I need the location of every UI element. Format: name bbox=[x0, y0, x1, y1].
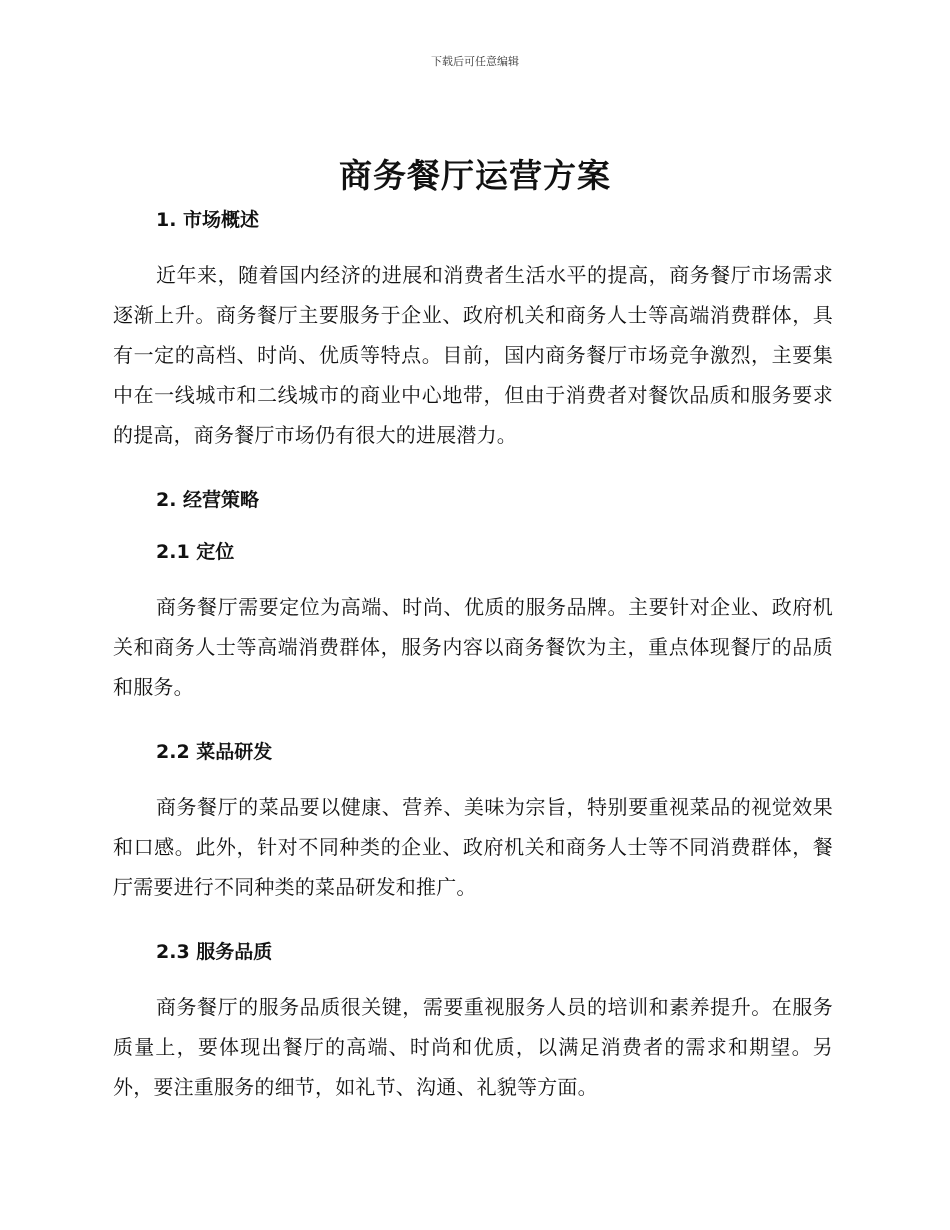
section-heading-business-strategy: 2. 经营策略 bbox=[156, 489, 260, 511]
document-title: 商务餐厅运营方案 bbox=[339, 156, 611, 195]
document-body bbox=[113, 205, 833, 1107]
section-heading-service-quality: 2.3 服务品质 bbox=[156, 941, 273, 963]
section-paragraph-menu-development: 商务餐厅的菜品要以健康、营养、美味为宗旨，特别要重视菜品的视觉效果和口感。此外，针对不同种类的企业、政府机关和商务人士等不同消费群体，餐厅需要进行不同种类的菜品研发和推广。 bbox=[113, 795, 833, 899]
section-heading-market-overview: 1. 市场概述 bbox=[156, 209, 260, 231]
section-heading-positioning: 2.1 定位 bbox=[156, 541, 235, 563]
section-paragraph-positioning: 商务餐厅需要定位为高端、时尚、优质的服务品牌。主要针对企业、政府机关和商务人士等高端消费群体，服务内容以商务餐饮为主，重点体现餐厅的品质和服务。 bbox=[113, 595, 833, 699]
section-paragraph-service-quality: 商务餐厅的服务品质很关键，需要重视服务人员的培训和素养提升。在服务质量上，要体现出餐厅的高端、时尚和优质，以满足消费者的需求和期望。另外，要注重服务的细节，如礼节、沟通、礼貌等方面。 bbox=[113, 995, 833, 1099]
page-header: 下载后可任意编辑 bbox=[431, 55, 519, 68]
section-paragraph-market-overview: 近年来，随着国内经济的进展和消费者生活水平的提高，商务餐厅市场需求逐渐上升。商务餐厅主要服务于企业、政府机关和商务人士等高端消费群体，具有一定的高档、时尚、优质等特点。目前，国内商务餐厅市场竞争激烈，主要集中在一线城市和二线城市的商业中心地带，但由于消费者对餐饮品质和服务要求的提高，商务餐厅市场仍有很大的进展潜力。 bbox=[113, 263, 833, 447]
section-heading-menu-development: 2.2 菜品研发 bbox=[156, 741, 273, 763]
